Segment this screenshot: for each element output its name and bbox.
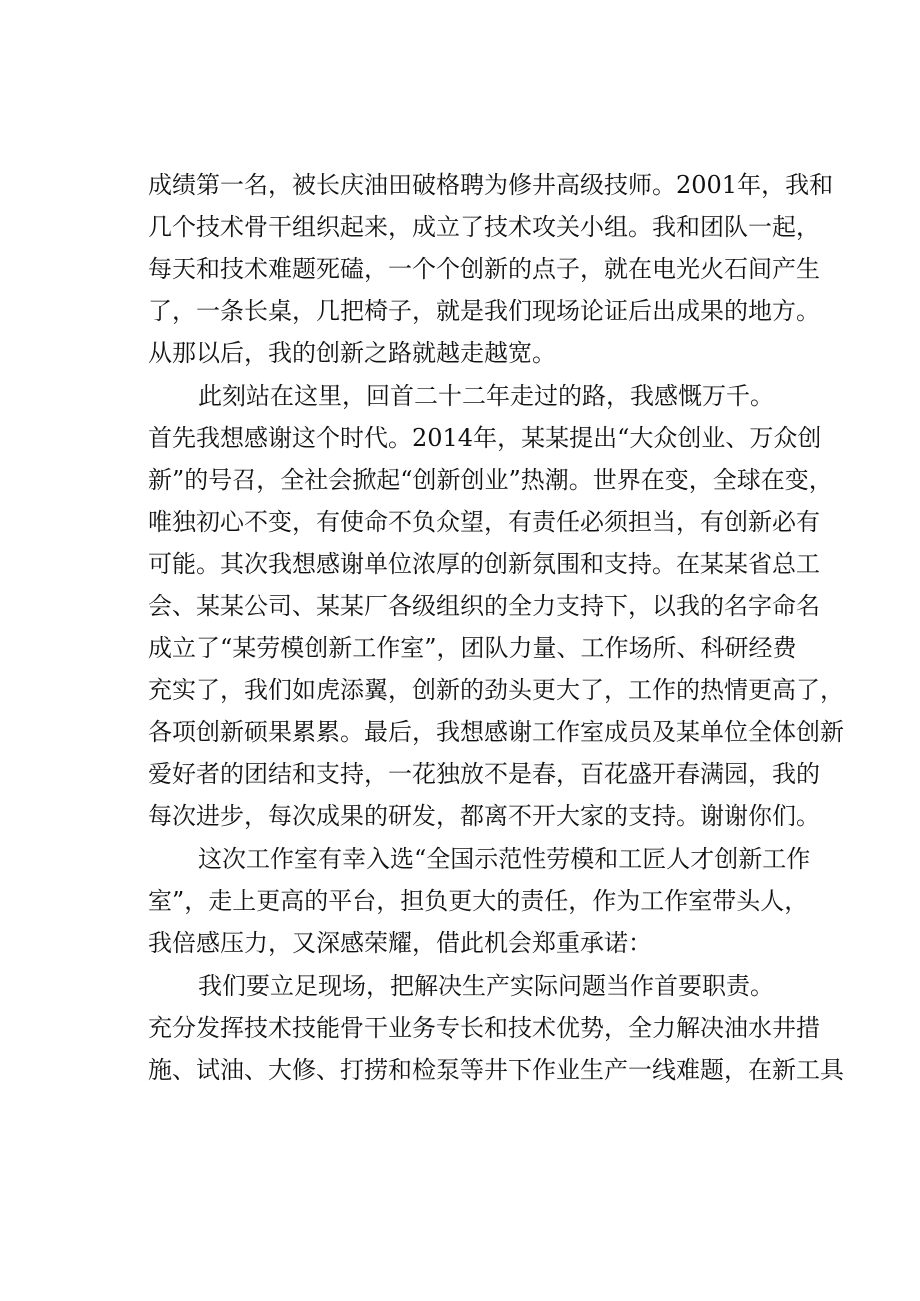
text-line: 施、试油、大修、打捞和检泵等井下作业生产一线难题，在新工具 — [148, 1056, 844, 1084]
text-line: 每次进步，每次成果的研发，都离不开大家的支持。谢谢你们。 — [148, 802, 820, 830]
text-line: 充实了，我们如虎添翼，创新的劲头更大了，工作的热情更高了， — [148, 676, 844, 704]
text-line: 每天和技术难题死磕，一个个创新的点子，就在电光火石间产生 — [148, 255, 820, 283]
text-line: 几个技术骨干组织起来，成立了技术攻关小组。我和团队一起， — [148, 213, 820, 241]
text-line: 我倍感压力，又深感荣耀，借此机会郑重承诺： — [148, 929, 652, 957]
text-line: 唯独初心不变，有使命不负众望，有责任必须担当，有创新必有 — [148, 508, 820, 536]
paragraph-start-line: 这次工作室有幸入选“全国示范性劳模和工匠人才创新工作 — [198, 845, 811, 873]
text-line: 新”的号召，全社会掀起“创新创业”热潮。世界在变，全球在变， — [148, 466, 833, 494]
text-line: 首先我想感谢这个时代。2014年，某某提出“大众创业、万众创 — [148, 424, 822, 452]
text-line: 各项创新硕果累累。最后，我想感谢工作室成员及某单位全体创新 — [148, 718, 844, 746]
text-line: 了，一条长桌，几把椅子，就是我们现场论证后出成果的地方。 — [148, 297, 820, 325]
paragraph-start-line: 我们要立足现场，把解决生产实际问题当作首要职责。 — [198, 972, 774, 1000]
paragraph-start-line: 此刻站在这里，回首二十二年走过的路，我感慨万千。 — [198, 382, 774, 410]
text-line: 会、某某公司、某某厂各级组织的全力支持下，以我的名字命名 — [148, 592, 820, 620]
text-line: 室”，走上更高的平台，担负更大的责任，作为工作室带头人， — [148, 887, 809, 915]
text-line: 充分发挥技术技能骨干业务专长和技术优势，全力解决油水井措 — [148, 1014, 820, 1042]
text-line: 成绩第一名，被长庆油田破格聘为修井高级技师。2001年，我和 — [148, 171, 834, 199]
text-line: 从那以后，我的创新之路就越走越宽。 — [148, 339, 556, 367]
text-line: 成立了“某劳模创新工作室”，团队力量、工作场所、科研经费 — [148, 634, 797, 662]
text-line: 爱好者的团结和支持，一花独放不是春，百花盛开春满园，我的 — [148, 760, 820, 788]
text-line: 可能。其次我想感谢单位浓厚的创新氛围和支持。在某某省总工 — [148, 550, 820, 578]
